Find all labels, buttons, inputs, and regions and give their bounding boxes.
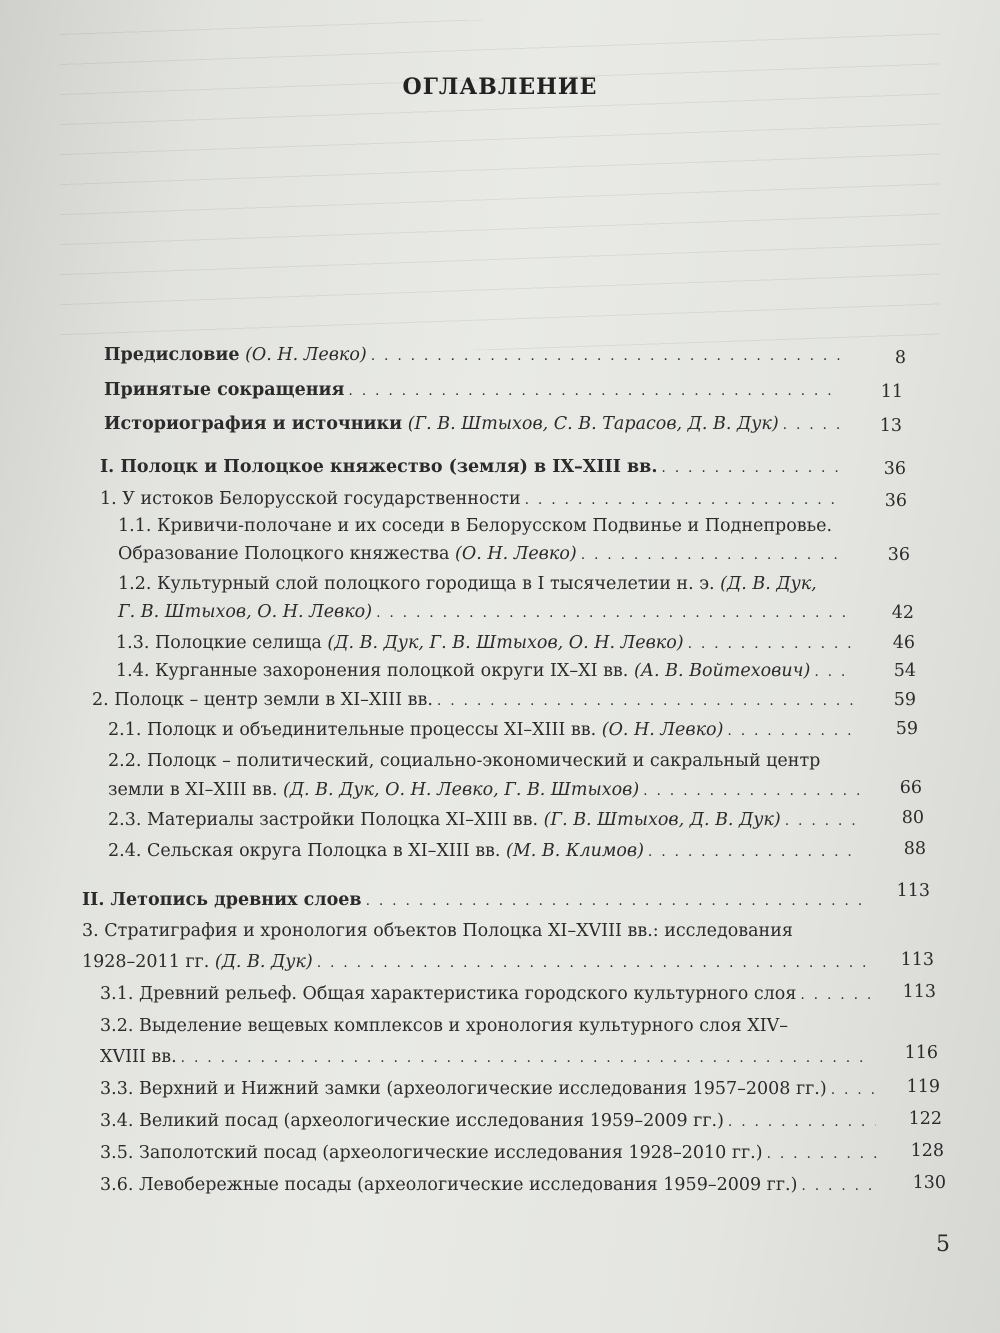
toc-entry-3-2[interactable] — [100, 1047, 876, 1067]
entry-title: 2.3. Материалы застройки Полоцка XI–XIII вв. — [108, 810, 539, 830]
toc-entry-chapter-2[interactable] — [92, 690, 862, 710]
toc-entry-1-2[interactable] — [118, 602, 853, 622]
leader-dots — [643, 783, 860, 799]
toc-entry-2-4[interactable] — [108, 841, 866, 861]
toc-entry-3-1[interactable] — [100, 984, 874, 1004]
entry-author: (Д. В. Дук) — [214, 952, 313, 972]
entry-title: 2. Полоцк – центр земли в XI–XIII вв. — [92, 690, 433, 710]
entry-title: земли в XI–XIII вв. — [108, 780, 278, 800]
toc-entry-abbrev[interactable] — [104, 380, 844, 400]
toc-entry-1-1[interactable] — [118, 544, 848, 564]
entry-author: (А. В. Войтехович) — [633, 661, 811, 681]
entry-author: (О. Н. Левко) — [245, 345, 367, 365]
page-title: ОГЛАВЛЕНИЕ — [402, 74, 598, 100]
entry-page: 54 — [893, 661, 916, 681]
toc-entry-chapter-3[interactable] — [82, 952, 872, 972]
toc-entry-1-3[interactable] — [116, 633, 856, 653]
toc-entry-historiography[interactable] — [104, 414, 844, 434]
entry-page: 36 — [887, 545, 910, 565]
entry-title: 1928–2011 гг. — [82, 952, 210, 972]
entry-page: 116 — [904, 1043, 938, 1063]
entry-page: 122 — [908, 1109, 942, 1129]
leader-dots — [371, 348, 840, 364]
entry-title: 2.4. Сельская округа Полоцка в XI–XIII вв. — [108, 841, 501, 861]
entry-author: (Г. В. Штыхов, С. В. Тарасов, Д. В. Дук) — [407, 414, 779, 434]
toc-entry-3-3[interactable] — [100, 1079, 878, 1099]
entry-page: 11 — [880, 382, 903, 402]
entry-title: 3.4. Великий посад (археологические исследования 1959–2009 гг.) — [100, 1111, 724, 1131]
leader-dots — [785, 813, 860, 829]
leader-dots — [317, 955, 868, 971]
leader-dots — [783, 417, 840, 433]
entry-page: 66 — [899, 778, 922, 798]
entry-title: 2.1. Полоцк и объединительные процессы XI–XIII вв. — [108, 720, 597, 740]
entry-title: Историография и источники — [104, 414, 403, 434]
leader-dots — [814, 664, 854, 680]
entry-author: (Д. В. Дук, О. Н. Левко, Г. В. Штыхов) — [283, 780, 640, 800]
entry-title: 1. У истоков Белорусской государственности — [100, 489, 521, 509]
bleed-through-text — [60, 20, 940, 350]
toc-entry-2-2[interactable] — [108, 780, 864, 800]
entry-page: 59 — [895, 719, 918, 739]
toc-entry-1-4[interactable] — [116, 661, 858, 681]
entry-title: II. Летопись древних слоев — [82, 890, 362, 910]
entry-author: (О. Н. Левко) — [455, 544, 577, 564]
entry-page: 36 — [884, 491, 907, 511]
toc-entry-2-1[interactable] — [108, 720, 860, 740]
entry-author: (Г. В. Штыхов, Д. В. Дук) — [543, 810, 781, 830]
leader-dots — [437, 693, 858, 709]
leader-dots — [727, 723, 856, 739]
entry-page: 113 — [896, 881, 930, 901]
entry-title: 3.6. Левобережные посады (археологические исследования 1959–2009 гг.) — [100, 1175, 798, 1195]
entry-page: 59 — [893, 690, 916, 710]
toc-entry-3-4[interactable] — [100, 1111, 880, 1131]
entry-page: 88 — [903, 839, 926, 859]
toc-entry-3-2-line1[interactable]: 3.2. Выделение вещевых комплексов и хронология культурного слоя XIV– — [100, 1016, 789, 1036]
leader-dots — [767, 1146, 878, 1162]
leader-dots — [831, 1082, 874, 1098]
entry-author: (М. В. Климов) — [506, 841, 644, 861]
entry-title: 1.2. Культурный слой полоцкого городища в I тысячелетии н. э. — [118, 574, 715, 594]
toc-entry-part-2[interactable] — [82, 890, 872, 910]
entry-page: 42 — [891, 603, 914, 623]
toc-entry-3-5[interactable] — [100, 1143, 882, 1163]
leader-dots — [661, 460, 841, 476]
toc-entry-chapter-3-line1[interactable]: 3. Стратиграфия и хронология объектов Полоцка XI–XVIII вв.: исследования — [82, 921, 793, 941]
leader-dots — [181, 1050, 872, 1066]
toc-entry-2-3[interactable] — [108, 810, 864, 830]
entry-page: 8 — [894, 348, 906, 368]
toc-entry-preface[interactable] — [104, 345, 844, 365]
entry-title: XVIII вв. — [100, 1047, 177, 1067]
toc-entry-1-1-line1[interactable]: 1.1. Кривичи-полочане и их соседи в Белорусском Подвинье и Поднепровье. — [118, 516, 833, 536]
entry-title: Предисловие — [104, 345, 240, 365]
leader-dots — [801, 1178, 880, 1194]
entry-title: 1.3. Полоцкие селища — [116, 633, 322, 653]
leader-dots — [728, 1114, 876, 1130]
toc-entry-2-2-line1[interactable]: 2.2. Полоцк – политический, социально-экономический и сакральный центр — [108, 751, 821, 771]
toc-entry-part-1[interactable] — [100, 457, 845, 477]
entry-page: 36 — [883, 459, 906, 479]
page-number: 5 — [936, 1232, 950, 1257]
entry-author: (О. Н. Левко) — [601, 720, 724, 740]
entry-title: 3.1. Древний рельеф. Общая характеристика городского культурного слоя — [100, 984, 797, 1004]
leader-dots — [648, 844, 862, 860]
entry-page: 46 — [892, 633, 915, 653]
leader-dots — [376, 605, 849, 621]
entry-page: 113 — [902, 982, 936, 1002]
entry-title: 3.3. Верхний и Нижний замки (археологические исследования 1957–2008 гг.) — [100, 1079, 827, 1099]
toc-entry-1-2-line1[interactable] — [118, 574, 817, 594]
leader-dots — [348, 383, 840, 399]
entry-title: Образование Полоцкого княжества — [118, 544, 450, 564]
entry-page: 80 — [901, 808, 924, 828]
leader-dots — [581, 547, 844, 563]
entry-page: 113 — [900, 950, 934, 970]
entry-page: 130 — [912, 1173, 946, 1193]
entry-title: I. Полоцк и Полоцкое княжество (земля) в IX–XIII вв. — [100, 457, 658, 477]
leader-dots — [525, 492, 841, 508]
leader-dots — [366, 893, 868, 909]
entry-author: (Д. В. Дук, — [720, 574, 817, 594]
leader-dots — [688, 636, 852, 652]
entry-page: 128 — [910, 1141, 944, 1161]
entry-title: 1.4. Курганные захоронения полоцкой округи IX–XI вв. — [116, 661, 629, 681]
entry-page: 13 — [879, 416, 902, 436]
entry-author: Г. В. Штыхов, О. Н. Левко) — [118, 602, 373, 622]
toc-entry-chapter-1[interactable] — [100, 489, 845, 509]
entry-title: Принятые сокращения — [104, 380, 345, 400]
entry-page: 119 — [906, 1077, 940, 1097]
entry-title: 3.5. Заполотский посад (археологические исследования 1928–2010 гг.) — [100, 1143, 763, 1163]
entry-author: (Д. В. Дук, Г. В. Штыхов, О. Н. Левко) — [327, 633, 684, 653]
toc-entry-3-6[interactable] — [100, 1175, 884, 1195]
leader-dots — [800, 987, 870, 1003]
